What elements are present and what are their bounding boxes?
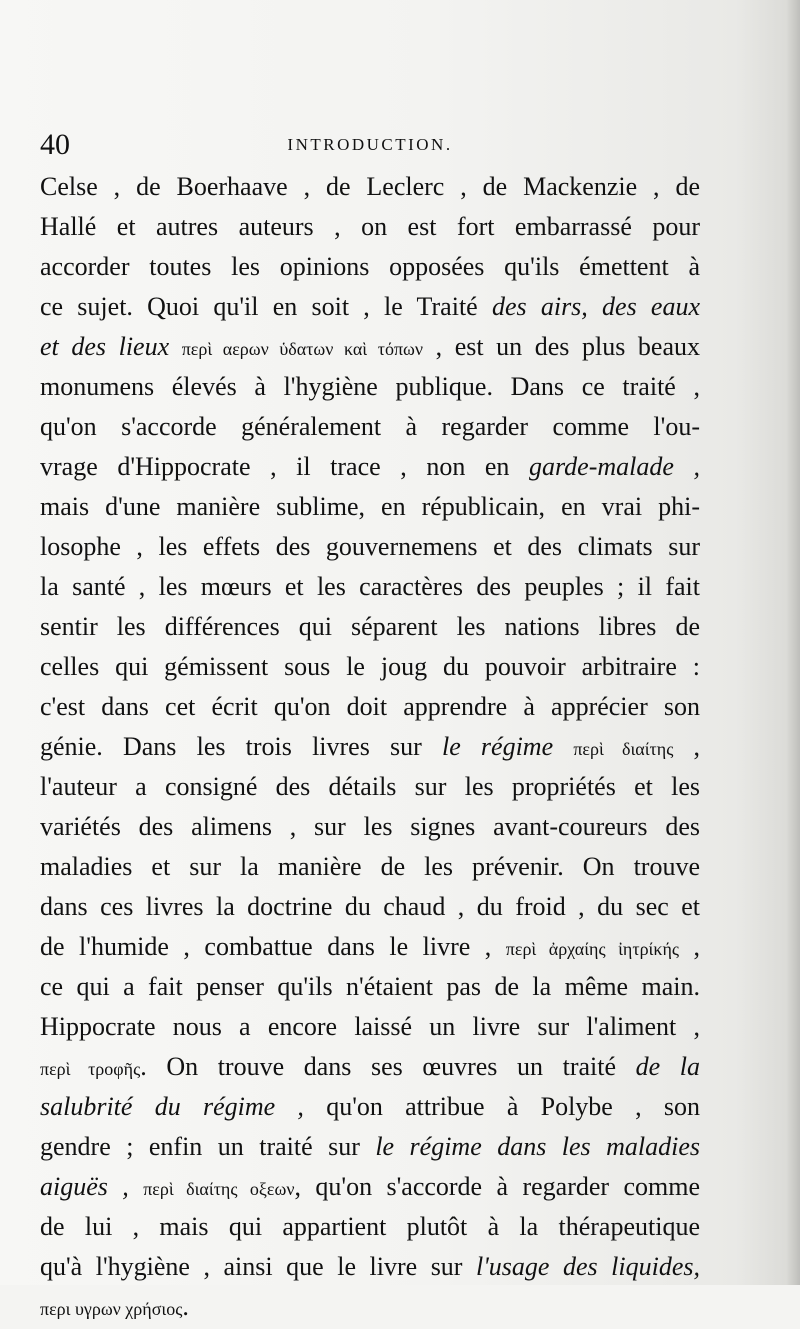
italic-phrase: aiguës , (40, 1172, 129, 1201)
text-run: ce sujet. Quoi qu'il en soit , le Traité (40, 292, 492, 321)
italic-phrase: garde-malade , (529, 452, 700, 481)
text-line (40, 447, 700, 487)
greek-phrase: περὶ τροφῆς (40, 1059, 141, 1079)
text-line (40, 247, 700, 287)
text-run (169, 332, 182, 361)
text-run: de lui , mais qui appartient plutôt à la thérapeutique (40, 1212, 700, 1241)
text-run: dans ces livres la doctrine du chaud , du froid , du sec et (40, 892, 700, 921)
text-line (40, 967, 700, 1007)
italic-phrase: le régime (441, 732, 554, 761)
page-gutter-shadow (786, 0, 800, 1285)
text-line (40, 1127, 700, 1167)
text-run: Hippocrate nous a encore laissé un livre sur l'aliment , (40, 1012, 700, 1041)
text-line (40, 1207, 700, 1247)
text-run: mais d'une manière sublime, en républicain, en vrai phi- (40, 492, 700, 521)
text-line (40, 1047, 700, 1087)
text-line (40, 487, 700, 527)
text-line (40, 527, 700, 567)
text-line (40, 807, 700, 847)
text-line (40, 407, 700, 447)
greek-phrase: περὶ αερων ὑδατων καὶ τόπων (181, 339, 424, 359)
greek-phrase: περὶ διαίτης (573, 739, 674, 759)
text-run (553, 732, 573, 761)
text-run (129, 1172, 143, 1201)
text-run: accorder toutes les opinions opposées qu'ils émettent à (40, 252, 700, 281)
text-line (40, 167, 700, 207)
text-run: . On trouve dans ses œuvres un traité (140, 1052, 636, 1081)
text-run: ce qui a fait penser qu'ils n'étaient pas de la même main. (40, 972, 700, 1001)
text-run: , (679, 932, 701, 961)
text-line (40, 927, 700, 967)
text-line (40, 647, 700, 687)
text-run: qu'on attribue à Polybe , son (303, 1092, 700, 1121)
text-run: qu'à l'hygiène , ainsi que le livre sur (40, 1252, 476, 1281)
text-line (40, 287, 700, 327)
text-run: monumens élevés à l'hygiène publique. Dans ce traité , (40, 372, 700, 401)
greek-phrase: περὶ ἀρχαίης ἰητρίκής (505, 939, 680, 959)
greek-phrase: περὶ διαίτης οξεων (143, 1179, 295, 1199)
text-run: génie. Dans les trois livres sur (40, 732, 442, 761)
text-run: sentir les différences qui séparent les nations libres de (40, 612, 700, 641)
greek-phrase: περι υγρων χρήσιος (40, 1299, 183, 1319)
page-number: 40 (40, 128, 70, 161)
text-run: variétés des alimens , sur les signes avant-coureurs des (40, 812, 700, 841)
text-run: l'auteur a consigné des détails sur les propriétés et les (40, 772, 700, 801)
text-run: celles qui gémissent sous le joug du pouvoir arbitraire : (40, 652, 700, 681)
text-run: , est un des plus beaux (423, 332, 701, 361)
text-line (40, 1087, 700, 1127)
text-line (40, 727, 700, 767)
body-text (40, 167, 700, 1327)
italic-phrase: le régime dans les maladies (375, 1132, 701, 1161)
text-run: qu'on s'accorde généralement à regarder comme l'ou- (40, 412, 700, 441)
text-run: , (673, 732, 701, 761)
running-head: INTRODUCTION. (287, 135, 453, 154)
text-run: Hallé et autres auteurs , on est fort embarrassé pour (40, 212, 700, 241)
text-run: c'est dans cet écrit qu'on doit apprendre à apprécier son (40, 692, 700, 721)
text-run: gendre ; enfin un traité sur (40, 1132, 376, 1161)
text-run: , qu'on s'accorde à regarder comme (294, 1172, 701, 1201)
text-run: . (182, 1292, 189, 1321)
text-run: Celse , de Boerhaave , de Leclerc , de Mackenzie , de (40, 172, 700, 201)
text-line (40, 1007, 700, 1047)
text-line (40, 367, 700, 407)
italic-phrase: et des lieux (40, 332, 170, 361)
text-line (40, 1287, 700, 1327)
italic-phrase: des airs, des eaux (491, 292, 701, 321)
text-line (40, 767, 700, 807)
text-line (40, 1247, 700, 1287)
text-line (40, 887, 700, 927)
text-run: la santé , les mœurs et les caractères des peuples ; il fait (40, 572, 700, 601)
text-line (40, 607, 700, 647)
text-run: losophe , les effets des gouvernemens et des climats sur (40, 532, 700, 561)
text-line (40, 567, 700, 607)
italic-phrase: l'usage des liquides, (476, 1252, 700, 1281)
text-line (40, 207, 700, 247)
italic-phrase: de la (635, 1052, 701, 1081)
text-run: vrage d'Hippocrate , il trace , non en (40, 452, 530, 481)
text-line (40, 327, 700, 367)
page-header (40, 128, 700, 162)
italic-phrase: salubrité du régime , (40, 1092, 304, 1121)
text-line (40, 847, 700, 887)
text-run: maladies et sur la manière de les prévenir. On trouve (40, 852, 700, 881)
text-line (40, 687, 700, 727)
text-line (40, 1167, 700, 1207)
text-run: de l'humide , combattue dans le livre , (40, 932, 506, 961)
